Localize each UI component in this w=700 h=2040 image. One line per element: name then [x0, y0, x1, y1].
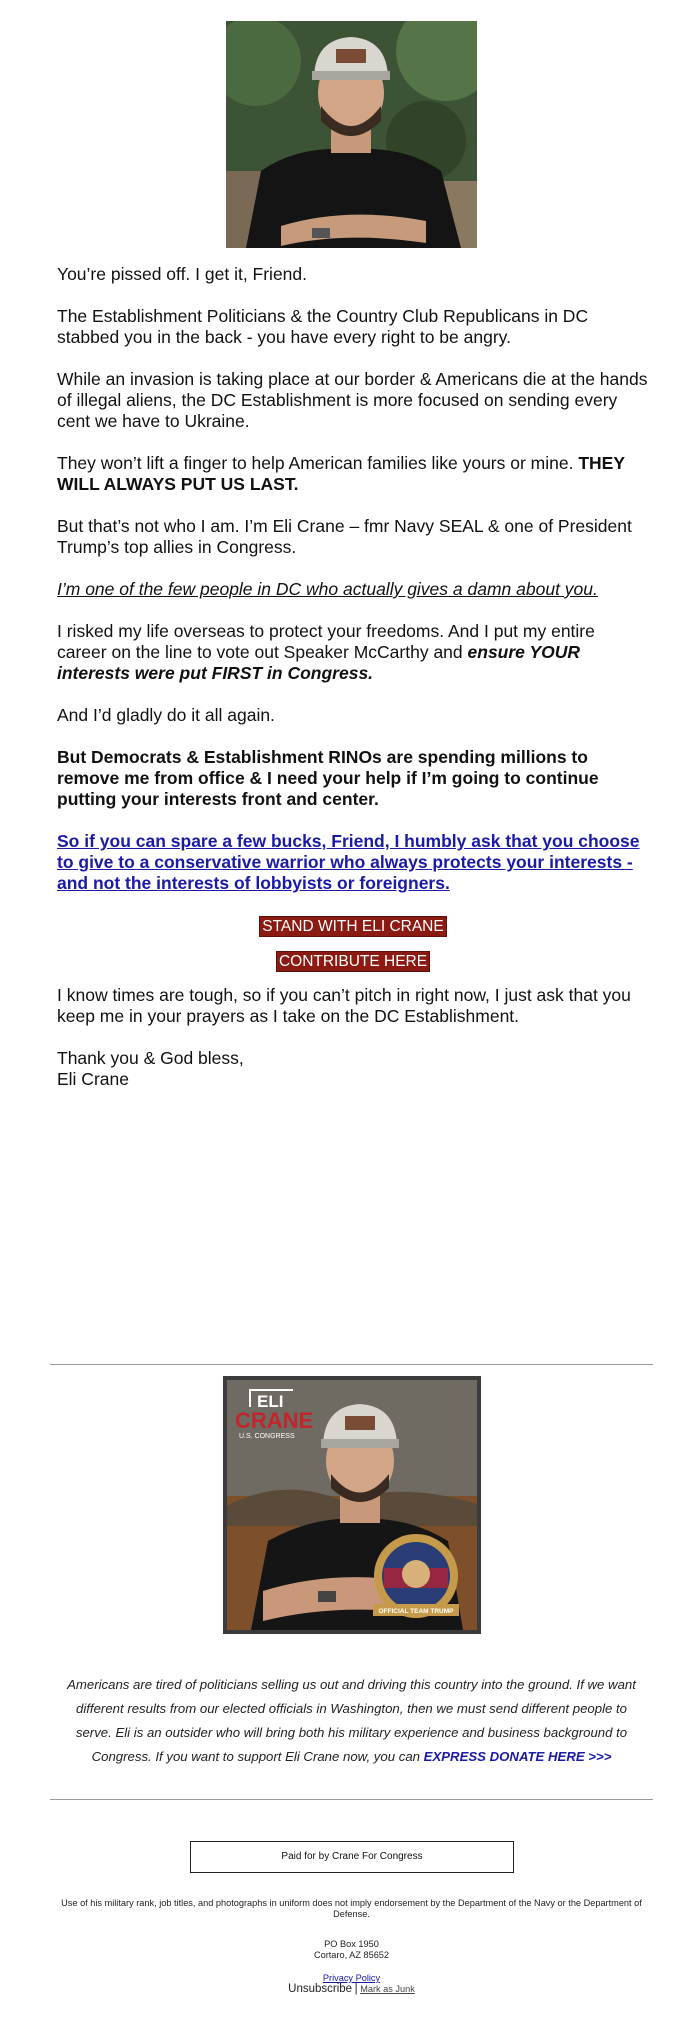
letter-paragraph: I know times are tough, so if you can’t pitch in right now, I just ask that you keep me in your prayers as I take on the DC Establishment.: [57, 985, 631, 1026]
letter-paragraph: And I’d gladly do it all again.: [57, 705, 275, 725]
letter-paragraph: The Establishment Politicians & the Country Club Republicans in DC stabbed you in the back - you have every right to be angry.: [57, 306, 589, 347]
letter-text: I risked my life overseas to protect your freedoms. And I put my entire career on the line to vote out Speaker McCarthy and: [57, 621, 595, 662]
letter-paragraph: [57, 621, 649, 684]
badge-text: OFFICIAL TEAM TRUMP: [378, 1608, 454, 1615]
unsubscribe-link[interactable]: Unsubscribe: [288, 1983, 353, 1995]
banner-logo-name: CRANE: [235, 1408, 314, 1433]
contribute-button[interactable]: CONTRIBUTE HERE: [276, 951, 430, 972]
letter-paragraph: [57, 831, 649, 894]
banner-logo-first: ELI: [257, 1392, 284, 1411]
mark-as-junk-link[interactable]: Mark as Junk: [360, 1984, 415, 1994]
stand-button-wrap: [57, 915, 649, 937]
donate-appeal-link[interactable]: So if you can spare a few bucks, Friend, I humbly ask that you choose to give to a conservative warrior who always protects your interests - and not the interests of lobbyists or foreigners.: [57, 831, 640, 893]
footer-links: [200, 1973, 503, 1995]
footer-blurb: [60, 1673, 643, 1769]
link-separator: |: [354, 1983, 358, 1995]
divider: [50, 1364, 653, 1365]
divider: [50, 1799, 653, 1800]
letter-text: They won’t lift a finger to help American families like yours or mine.: [57, 453, 579, 473]
disclaimer: Use of his military rank, job titles, and photographs in uniform does not imply endorsement by the Department of the Navy or the Department of Defense.: [61, 1898, 642, 1919]
letter-paragraph: But that’s not who I am. I’m Eli Crane – fmr Navy SEAL & one of President Trump’s top allies in Congress.: [57, 516, 632, 557]
letter-emphasis: THEY WILL ALWAYS PUT US LAST.: [57, 453, 625, 494]
letter-paragraph: You’re pissed off. I get it, Friend.: [57, 264, 308, 284]
letter-paragraph: While an invasion is taking place at our border & Americans die at the hands of illegal aliens, the DC Establishment is more focused on sending every cent we have to Ukraine.: [57, 369, 648, 431]
signoff: Thank you & God bless,: [57, 1048, 244, 1068]
express-donate-link[interactable]: EXPRESS DONATE HERE >>>: [423, 1749, 612, 1764]
signature: Eli Crane: [57, 1069, 129, 1089]
footer-blurb-text: Americans are tired of politicians selling us out and driving this country into the ground. If we want different results from our elected officials in Washington, then we must send different people to serve. Eli is an outsider who will bring both his military experience and business background to Congress. If you want to support Eli Crane now, you can: [67, 1677, 636, 1764]
contribute-button-wrap: [57, 950, 649, 972]
banner-image[interactable]: [223, 1376, 481, 1634]
letter-emphasis: ensure YOUR interests were put FIRST in Congress.: [57, 642, 581, 683]
mailing-address: [200, 1939, 503, 1961]
address-line: PO Box 1950: [324, 1939, 379, 1949]
privacy-policy-link[interactable]: Privacy Policy: [322, 1973, 381, 1983]
header-photo: [226, 21, 477, 248]
banner-logo-sub: U.S. CONGRESS: [239, 1433, 295, 1440]
address-line: Cortaro, AZ 85652: [313, 1950, 390, 1960]
paid-for-box: Paid for by Crane For Congress: [190, 1841, 514, 1873]
stand-with-eli-button[interactable]: STAND WITH ELI CRANE: [259, 916, 446, 937]
letter-body: [57, 264, 649, 1090]
letter-emphasis: I’m one of the few people in DC who actually gives a damn about you.: [57, 579, 598, 599]
letter-paragraph: [57, 579, 649, 600]
letter-paragraph: [57, 453, 649, 495]
letter-paragraph: But Democrats & Establishment RINOs are spending millions to remove me from office & I need your help if I’m going to continue putting your interests front and center.: [57, 747, 599, 809]
